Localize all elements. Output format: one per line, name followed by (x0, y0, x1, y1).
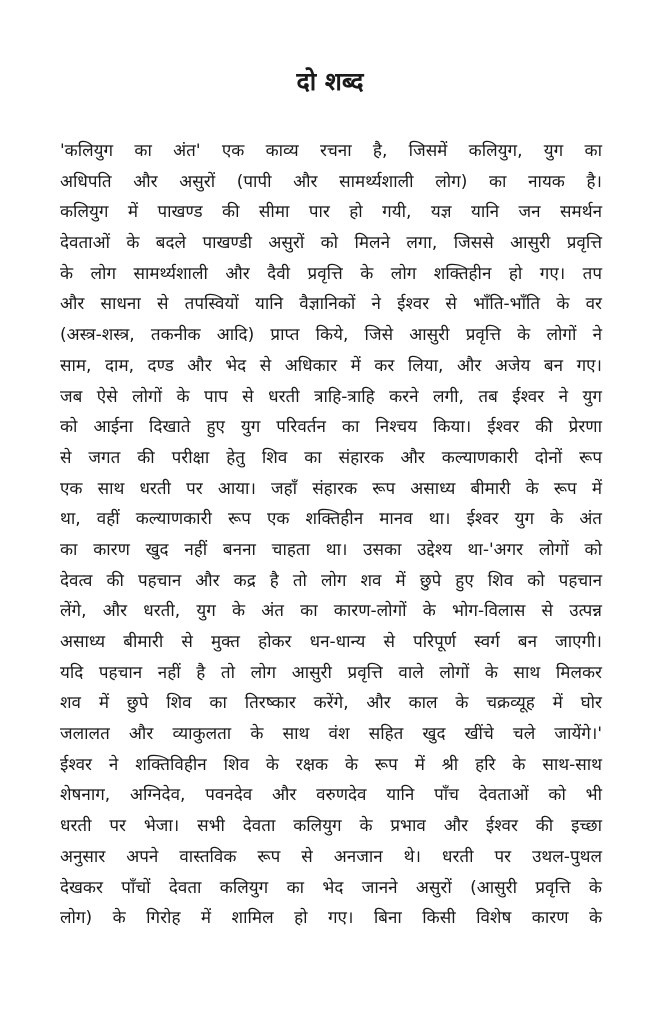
text-line: लोग) के गिरोह में शामिल हो गए। बिना किसी विशेष कारण के (60, 908, 602, 929)
text-line: और साधना से तपस्वियों यानि वैज्ञानिकों ने ईश्वर से भाँति-भाँति के वर (60, 294, 602, 315)
text-line: शव में छुपे शिव का तिरष्कार करेंगे, और काल के चक्रव्यूह में घोर (60, 693, 602, 714)
text-line: देवताओं के बदले पाखण्डी असुरों को मिलने लगा, जिससे आसुरी प्रवृत्ति (60, 233, 602, 254)
text-line: धरती पर भेजा। सभी देवता कलियुग के प्रभाव और ईश्वर की इच्छा (60, 816, 602, 837)
text-line: को आईना दिखाते हुए युग परिवर्तन का निश्चय किया। ईश्वर की प्रेरणा (60, 417, 602, 438)
text-line: यदि पहचान नहीं है तो लोग आसुरी प्रवृत्ति वाले लोगों के साथ मिलकर (60, 662, 602, 683)
text-line: अनुसार अपने वास्तविक रूप से अनजान थे। धरती पर उथल-पुथल (60, 846, 602, 867)
text-line: देखकर पाँचों देवता कलियुग का भेद जानने असुरों (आसुरी प्रवृत्ति के (60, 877, 602, 898)
text-line: लेंगे, और धरती, युग के अंत का कारण-लोगों के भोग-विलास से उत्पन्न (60, 601, 602, 622)
text-line: एक साथ धरती पर आया। जहाँ संहारक रूप असाध्य बीमारी के रूप में (60, 478, 602, 499)
text-line: ईश्वर ने शक्तिविहीन शिव के रक्षक के रूप में श्री हरि के साथ-साथ (60, 754, 602, 775)
text-line: से जगत की परीक्षा हेतु शिव का संहारक और कल्याणकारी दोनों रूप (60, 447, 602, 468)
text-line: जब ऐसे लोगों के पाप से धरती त्राहि-त्राहि करने लगी, तब ईश्वर ने युग (60, 386, 602, 407)
text-line: था, वहीं कल्याणकारी रूप एक शक्तिहीन मानव था। ईश्वर युग के अंत (60, 509, 602, 530)
text-line: अधिपति और असुरों (पापी और सामर्थ्यशाली लोग) का नायक है। (60, 171, 602, 192)
text-line: शेषनाग, अग्निदेव, पवनदेव और वरुणदेव यानि पाँच देवताओं को भी (60, 785, 602, 806)
text-line: के लोग सामर्थ्यशाली और दैवी प्रवृत्ति के लोग शक्तिहीन हो गए। तप (60, 263, 602, 284)
text-line: 'कलियुग का अंत' एक काव्य रचना है, जिसमें कलियुग, युग का (60, 141, 602, 161)
page-title: दो शब्द (296, 67, 364, 96)
body-paragraph (60, 136, 602, 934)
text-line: कलियुग में पाखण्ड की सीमा पार हो गयी, यज्ञ यानि जन समर्थन (60, 202, 602, 223)
text-line: असाध्य बीमारी से मुक्त होकर धन-धान्य से परिपूर्ण स्वर्ग बन जाएगी। (60, 632, 602, 652)
text-line: (अस्त्र-शस्त्र, तकनीक आदि) प्राप्त किये, जिसे आसुरी प्रवृत्ति के लोगों ने (60, 325, 602, 346)
text-line: साम, दाम, दण्ड और भेद से अधिकार में कर लिया, और अजेय बन गए। (60, 355, 602, 376)
text-line: जलालत और व्याकुलता के साथ वंश सहित खुद खींचे चले जायेंगे।' (60, 724, 602, 745)
text-line: का कारण खुद नहीं बनना चाहता था। उसका उद्देश्य था-'अगर लोगों को (60, 539, 602, 560)
text-line: देवत्व की पहचान और कद्र है तो लोग शव में छुपे हुए शिव को पहचान (60, 570, 602, 591)
